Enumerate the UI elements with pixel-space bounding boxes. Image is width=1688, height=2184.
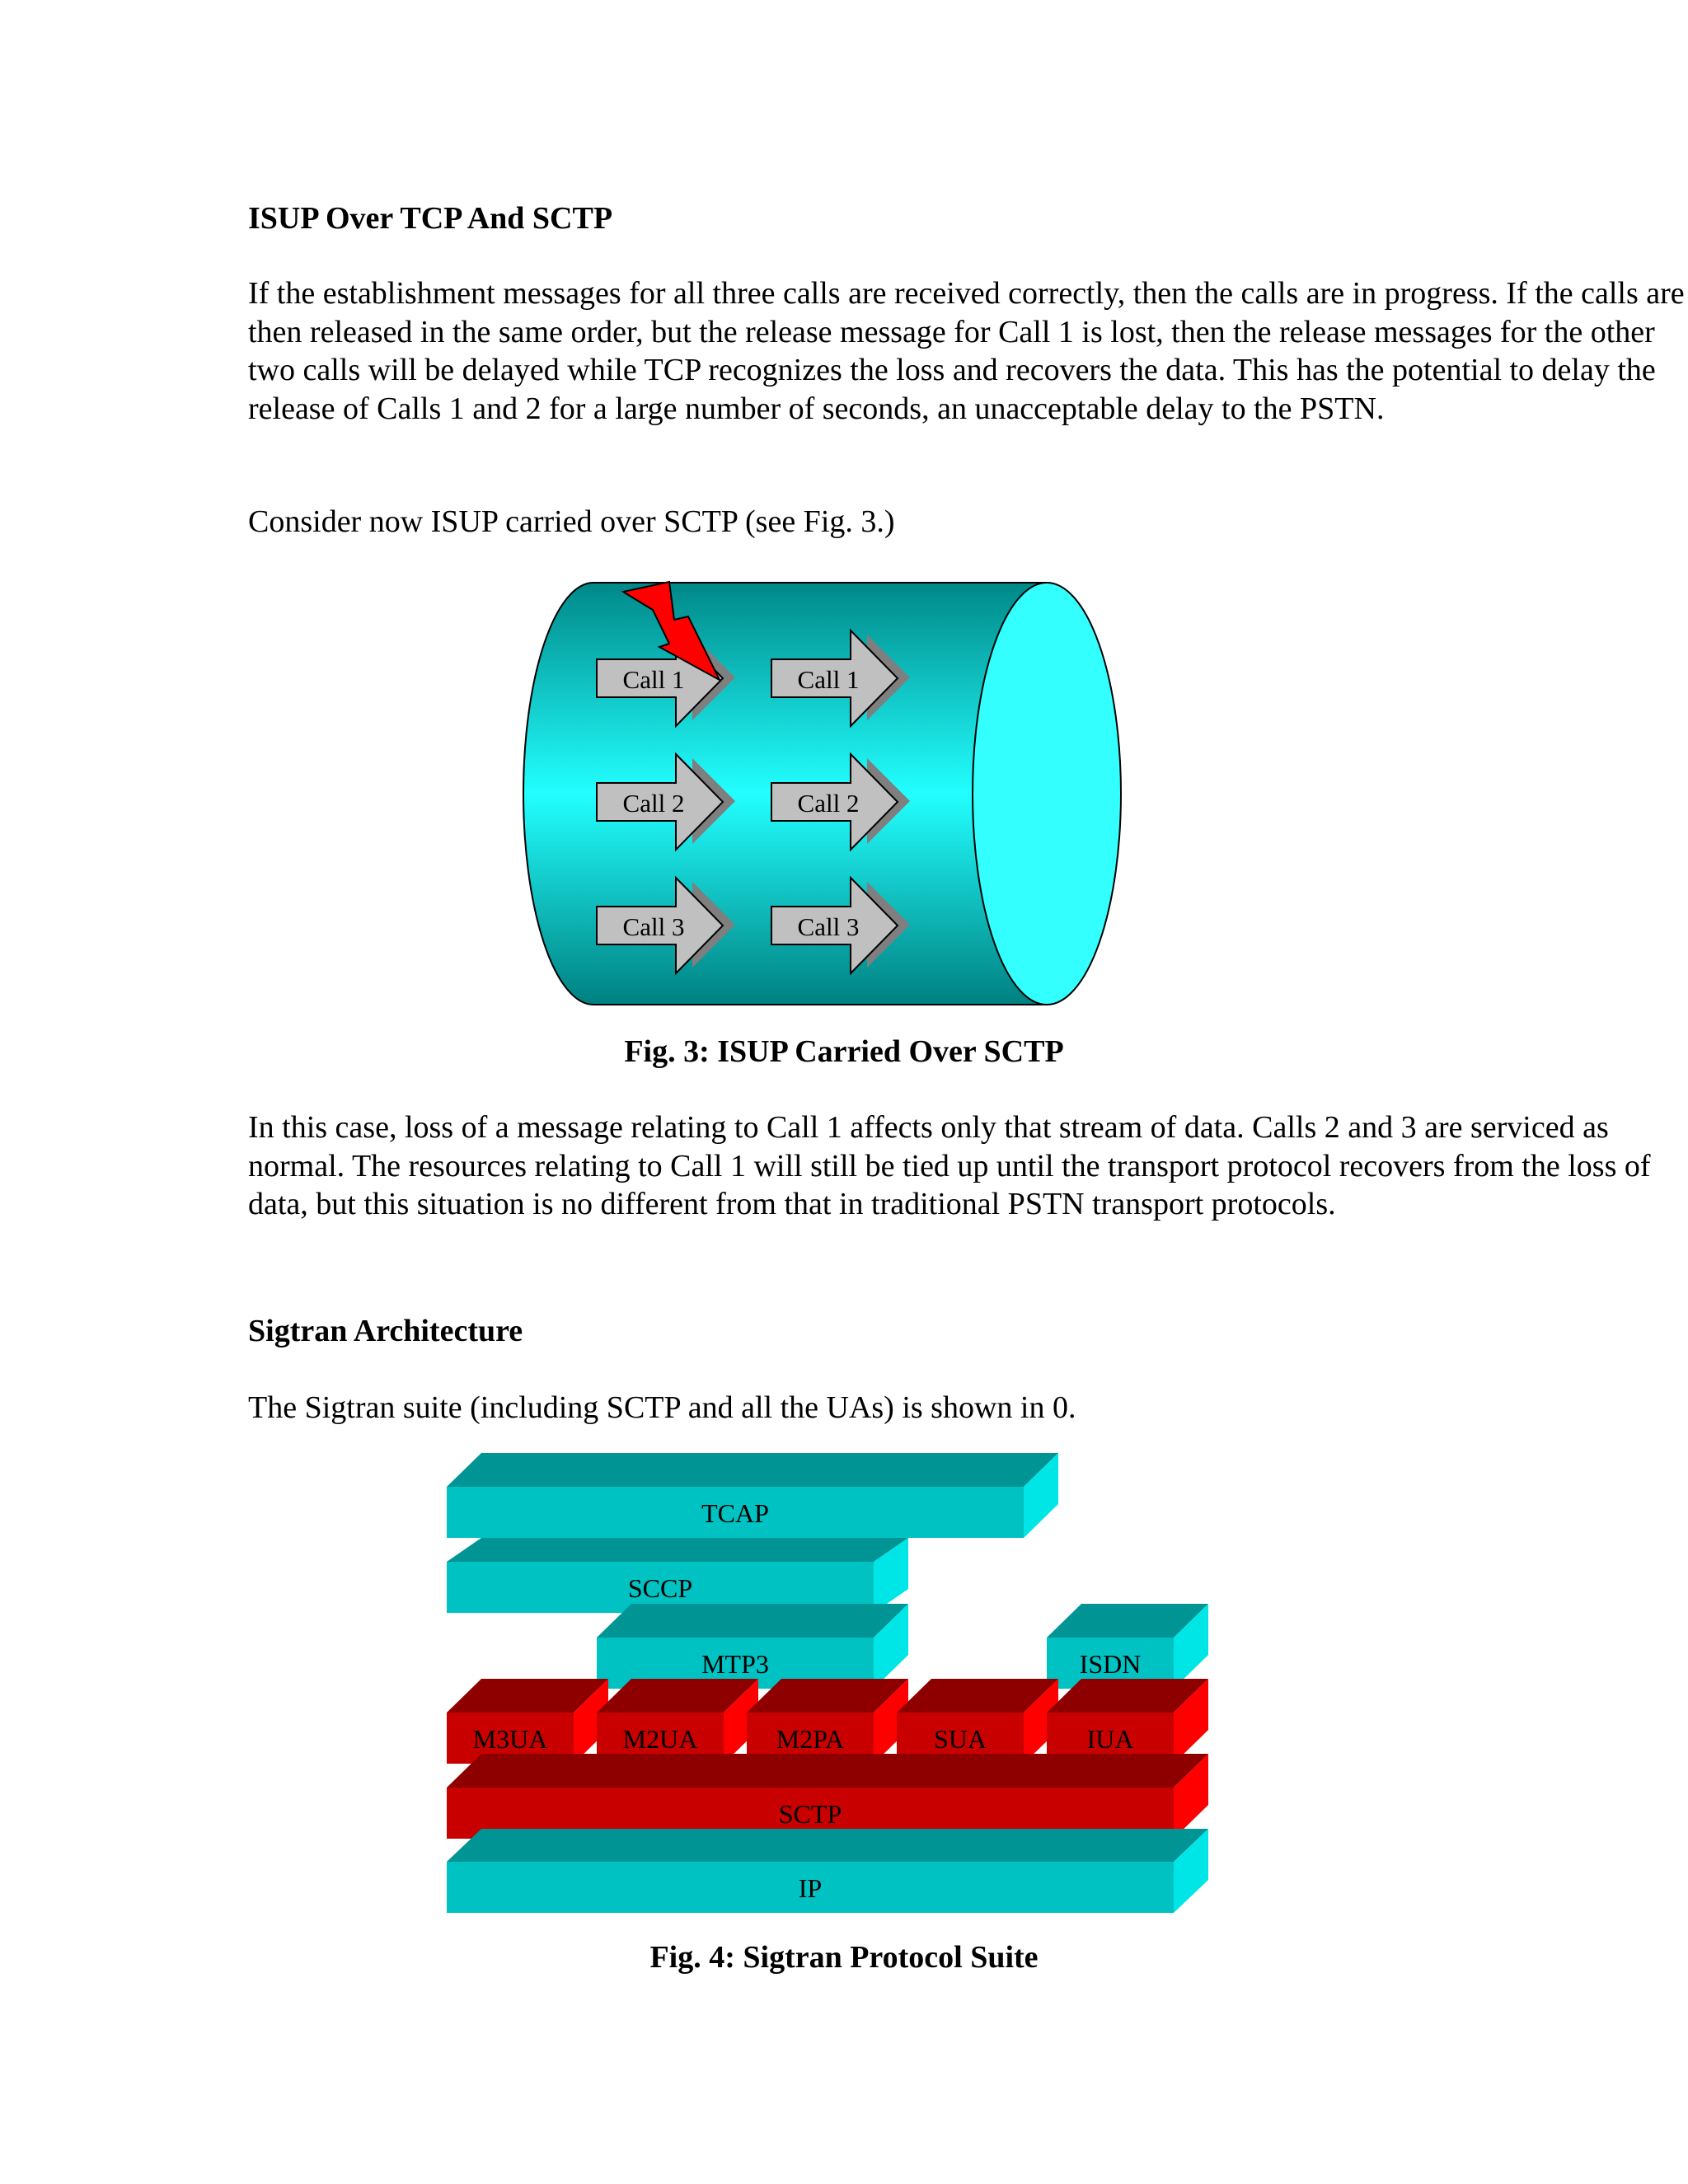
call-arrow-label: Call 3	[622, 912, 685, 941]
call-arrow-label: Call 1	[797, 665, 860, 694]
layer-label-m2ua: M2UA	[622, 1724, 698, 1754]
layer-sccp	[447, 1538, 908, 1613]
figure-3-sctp-streams	[511, 573, 1129, 1018]
layer-isdn	[1047, 1604, 1208, 1689]
layer-sua	[897, 1679, 1058, 1764]
call-arrow-label: Call 3	[797, 912, 860, 941]
layer-iua	[1047, 1679, 1208, 1764]
layer-label-iua: IUA	[1086, 1724, 1134, 1754]
section-heading-isup-tcp-sctp: ISUP Over TCP And SCTP	[248, 201, 613, 236]
layer-m2pa	[747, 1679, 908, 1764]
layer-label-isdn: ISDN	[1079, 1649, 1142, 1679]
paragraph-tcp-delay: If the establishment messages for all three calls are received correctly, then the calls are in progress. If the calls are then released in the same order, but the release message for Call 1 is lost, then the release messages for the other two calls will be delayed while TCP recognizes the loss and recovers the data. This has the potential to delay the release of Calls 1 and 2 for a large number of seconds, an unacceptable delay to the PSTN.	[248, 276, 1685, 426]
layer-label-tcap: TCAP	[701, 1498, 769, 1528]
paragraph-sctp-streams: In this case, loss of a message relating to Call 1 affects only that stream of data. Calls 2 and 3 are serviced as normal. The resources relating to Call 1 will still be tied up until the transport protocol recovers from the loss of data, but this situation is no different from that in traditional PSTN transport protocols.	[248, 1110, 1651, 1221]
layer-label-sccp: SCCP	[627, 1573, 693, 1603]
layer-m3ua	[447, 1679, 608, 1764]
layer-ip	[447, 1829, 1208, 1913]
layer-label-m3ua: M3UA	[472, 1724, 548, 1754]
layer-mtp3	[597, 1604, 908, 1689]
paragraph-consider-sctp: Consider now ISUP carried over SCTP (see Fig. 3.)	[248, 504, 895, 539]
layer-tcap	[447, 1453, 1058, 1538]
figure-4-caption: Fig. 4: Sigtran Protocol Suite	[649, 1940, 1039, 1975]
layer-label-sctp: SCTP	[778, 1799, 842, 1829]
layer-sctp	[447, 1754, 1208, 1839]
call-arrow-label: Call 2	[622, 789, 685, 818]
layer-label-ip: IP	[798, 1873, 823, 1903]
layer-m2ua	[597, 1679, 758, 1764]
layer-label-sua: SUA	[933, 1724, 987, 1754]
figure-3-caption: Fig. 3: ISUP Carried Over SCTP	[624, 1034, 1064, 1069]
call-arrow-label: Call 2	[797, 789, 860, 818]
call-arrow-label: Call 1	[622, 665, 685, 694]
section-heading-sigtran-architecture: Sigtran Architecture	[248, 1314, 523, 1348]
figure-4-sigtran-stack	[437, 1446, 1220, 1920]
layer-label-m2pa: M2PA	[776, 1724, 845, 1754]
layer-label-mtp3: MTP3	[701, 1649, 769, 1679]
paragraph-sigtran-suite: The Sigtran suite (including SCTP and all the UAs) is shown in 0.	[248, 1390, 1076, 1425]
